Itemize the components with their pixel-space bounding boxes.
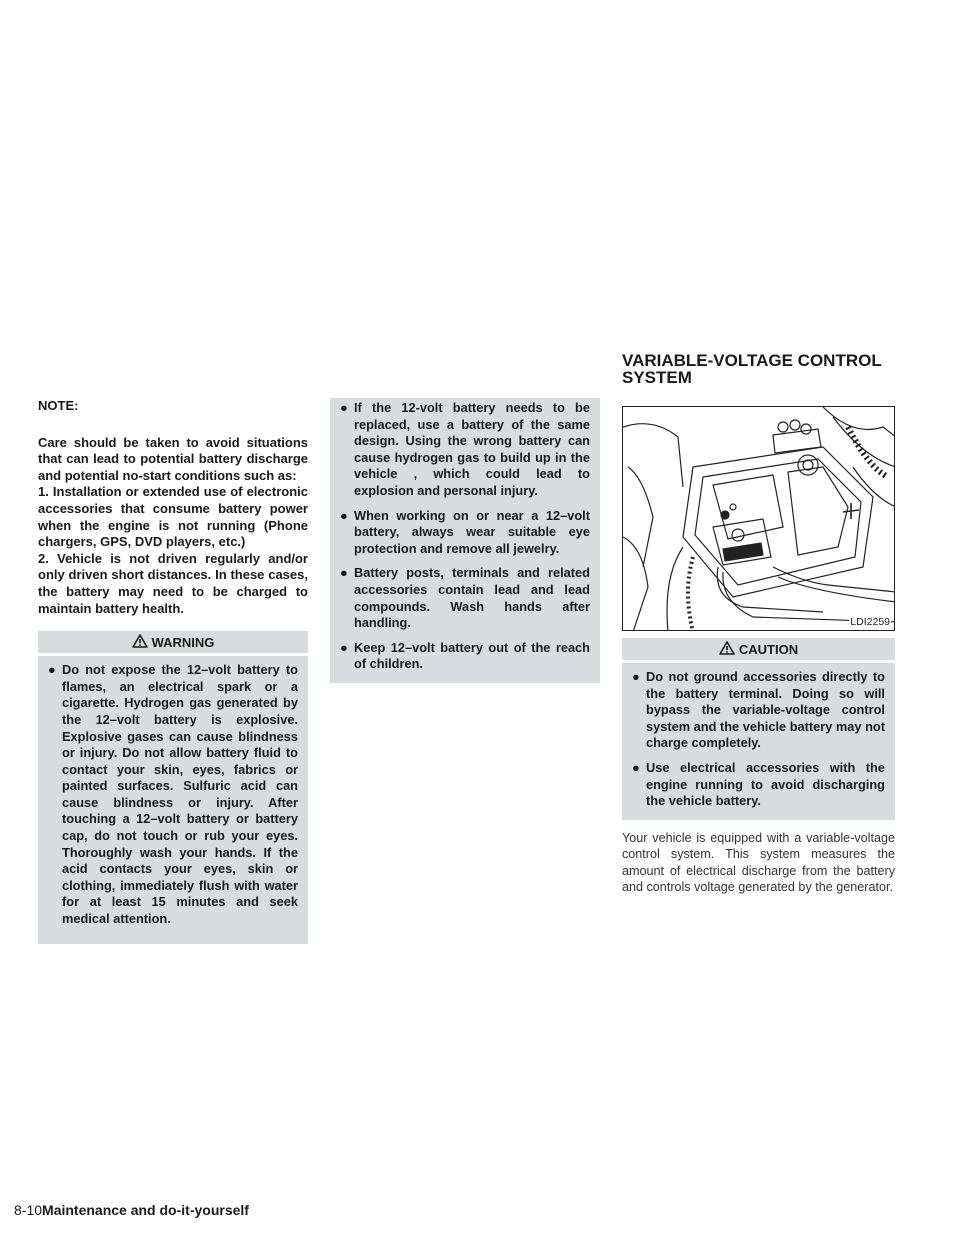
middle-column (330, 398, 600, 683)
bullet-icon: ● (340, 639, 348, 655)
caution-section (622, 638, 895, 895)
battery-illustration (622, 406, 895, 631)
battery-drawing (623, 407, 895, 631)
bullet-icon: ● (632, 669, 640, 684)
note-line-1: Care should be taken to avoid situations that can lead to potential battery discharge and potential no-start conditions such as: (38, 434, 308, 483)
warning-item: ● If the 12-volt battery needs to be replaced, use a battery of the same design. Using the wrong battery can cause hydrogen gas to build up in the vehicle , which could lead to explosion and personal injury. (340, 400, 590, 498)
warning-label: WARNING (151, 634, 215, 650)
figure-label: LDI2259 (850, 616, 890, 628)
warning-box-continued (330, 398, 600, 683)
caution-box (622, 663, 895, 820)
page-number: 8-10 (14, 1202, 43, 1218)
warning-box (38, 656, 308, 944)
warning-header (38, 631, 308, 653)
bullet-icon: ● (340, 400, 348, 415)
footer-section-title: Maintenance and do-it-yourself (42, 1202, 249, 1218)
caution-item: ● Use electrical accessories with the engine running to avoid discharging the vehicle battery. (632, 759, 885, 809)
warning-triangle-icon (719, 641, 735, 658)
warning-item: ● Keep 12–volt battery out of the reach of children. (340, 639, 590, 672)
caution-header (622, 638, 895, 660)
warning-triangle-icon (132, 634, 148, 651)
bullet-icon: ● (340, 565, 348, 581)
note-body (38, 435, 308, 618)
left-column (38, 398, 308, 944)
bullet-icon: ● (632, 759, 640, 775)
note-line-3: 2. Vehicle is not driven regularly and/or only driven short distances. In these cases, the battery may need to be charged to maintain battery health. (38, 550, 308, 616)
caution-item: ● Do not ground accessories directly to the battery terminal. Doing so will bypass the variable-voltage control system and the vehicle battery may not charge completely. (632, 669, 885, 751)
warning-item: ● Battery posts, terminals and related accessories contain lead and lead compounds. Wash hands after handling. (340, 565, 590, 631)
page-footer (14, 1202, 249, 1218)
warning-item: ● When working on or near a 12–volt battery, always wear suitable eye protection and remove all jewelry. (340, 507, 590, 556)
bullet-icon: ● (48, 662, 56, 678)
note-title: NOTE: (38, 398, 79, 413)
bullet-icon: ● (340, 507, 348, 523)
warning-item: ● Do not expose the 12–volt battery to flames, an electrical spark or a cigarette. Hydrogen gas generated by the 12–volt battery is explosive. Explosive gases can cause blindness or injury. Do not allow battery fluid to contact your skin, eyes, fabrics or painted surfaces. Sulfuric acid can cause blindness or injury. After touching a 12–volt battery or battery cap, do not touch or rub your eyes. Thoroughly wash your hands. If the acid contacts your eyes, skin or clothing, immediately flush with water for at least 15 minutes and seek medical attention. (48, 662, 298, 927)
caution-label: CAUTION (738, 641, 799, 657)
note-line-2: 1. Installation or extended use of electronic accessories that consume battery power when the engine is not running (Phone chargers, GPS, DVD players, etc.) (38, 484, 308, 550)
body-text: Your vehicle is equipped with a variable-voltage control system. This system measures the amount of electrical discharge from the battery and controls voltage generated by the generator. (622, 830, 895, 894)
section-heading: VARIABLE-VOLTAGE CONTROL SYSTEM (622, 351, 882, 387)
